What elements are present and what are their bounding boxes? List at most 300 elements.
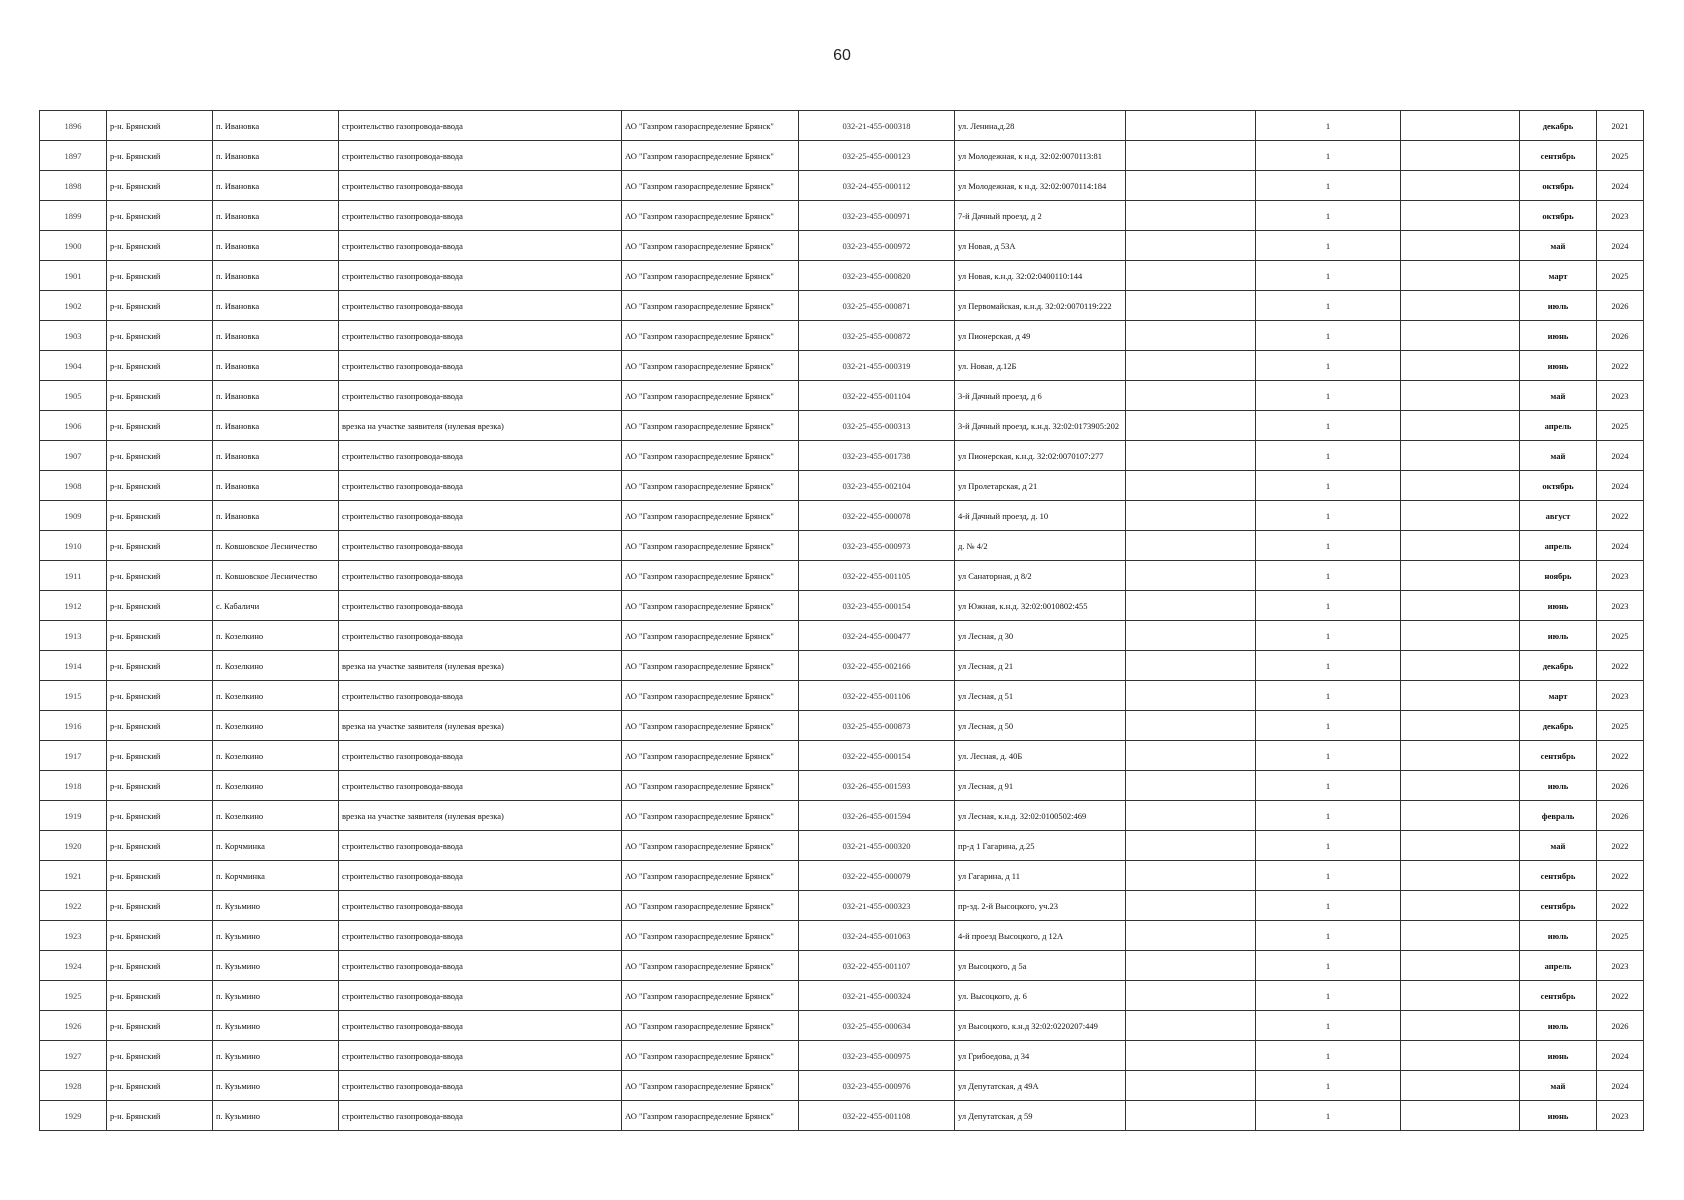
row-number: 1911 bbox=[40, 561, 107, 591]
month-cell: июнь bbox=[1520, 1041, 1597, 1071]
locality-cell: п. Ивановка bbox=[213, 381, 339, 411]
request-code-cell: 032-22-455-000078 bbox=[799, 501, 955, 531]
empty-cell bbox=[1126, 951, 1256, 981]
district-cell: р-н. Брянский bbox=[107, 891, 213, 921]
quantity-cell: 1 bbox=[1256, 291, 1401, 321]
row-number: 1912 bbox=[40, 591, 107, 621]
address-cell: ул. Новая, д.12Б bbox=[955, 351, 1126, 381]
district-cell: р-н. Брянский bbox=[107, 1041, 213, 1071]
district-cell: р-н. Брянский bbox=[107, 381, 213, 411]
row-number: 1902 bbox=[40, 291, 107, 321]
row-number: 1899 bbox=[40, 201, 107, 231]
empty-cell bbox=[1126, 351, 1256, 381]
request-code-cell: 032-23-455-000975 bbox=[799, 1041, 955, 1071]
month-cell: май bbox=[1520, 441, 1597, 471]
empty-cell bbox=[1401, 351, 1520, 381]
empty-cell bbox=[1126, 321, 1256, 351]
month-cell: октябрь bbox=[1520, 171, 1597, 201]
empty-cell bbox=[1126, 201, 1256, 231]
empty-cell bbox=[1401, 621, 1520, 651]
organization-cell: АО "Газпром газораспределение Брянск" bbox=[622, 471, 799, 501]
empty-cell bbox=[1126, 231, 1256, 261]
district-cell: р-н. Брянский bbox=[107, 591, 213, 621]
organization-cell: АО "Газпром газораспределение Брянск" bbox=[622, 651, 799, 681]
locality-cell: п. Ивановка bbox=[213, 471, 339, 501]
table-row bbox=[40, 531, 1644, 561]
request-code-cell: 032-25-455-000873 bbox=[799, 711, 955, 741]
quantity-cell: 1 bbox=[1256, 261, 1401, 291]
request-code-cell: 032-22-455-001107 bbox=[799, 951, 955, 981]
year-cell: 2022 bbox=[1597, 891, 1644, 921]
organization-cell: АО "Газпром газораспределение Брянск" bbox=[622, 831, 799, 861]
quantity-cell: 1 bbox=[1256, 771, 1401, 801]
year-cell: 2026 bbox=[1597, 771, 1644, 801]
organization-cell: АО "Газпром газораспределение Брянск" bbox=[622, 561, 799, 591]
work-type-cell: строительство газопровода-ввода bbox=[339, 381, 622, 411]
locality-cell: п. Ивановка bbox=[213, 261, 339, 291]
work-type-cell: строительство газопровода-ввода bbox=[339, 741, 622, 771]
registry-table bbox=[39, 110, 1644, 1131]
year-cell: 2026 bbox=[1597, 1011, 1644, 1041]
empty-cell bbox=[1126, 591, 1256, 621]
row-number: 1913 bbox=[40, 621, 107, 651]
district-cell: р-н. Брянский bbox=[107, 801, 213, 831]
address-cell: 7-й Дачный проезд, д 2 bbox=[955, 201, 1126, 231]
quantity-cell: 1 bbox=[1256, 381, 1401, 411]
organization-cell: АО "Газпром газораспределение Брянск" bbox=[622, 531, 799, 561]
quantity-cell: 1 bbox=[1256, 1101, 1401, 1131]
year-cell: 2026 bbox=[1597, 801, 1644, 831]
row-number: 1926 bbox=[40, 1011, 107, 1041]
empty-cell bbox=[1401, 111, 1520, 141]
quantity-cell: 1 bbox=[1256, 201, 1401, 231]
month-cell: декабрь bbox=[1520, 111, 1597, 141]
request-code-cell: 032-22-455-000154 bbox=[799, 741, 955, 771]
row-number: 1903 bbox=[40, 321, 107, 351]
address-cell: ул Депутатская, д 49А bbox=[955, 1071, 1126, 1101]
request-code-cell: 032-25-455-000634 bbox=[799, 1011, 955, 1041]
request-code-cell: 032-22-455-001104 bbox=[799, 381, 955, 411]
table-row bbox=[40, 471, 1644, 501]
quantity-cell: 1 bbox=[1256, 861, 1401, 891]
locality-cell: п. Кузьмино bbox=[213, 1071, 339, 1101]
locality-cell: п. Козелкино bbox=[213, 651, 339, 681]
empty-cell bbox=[1126, 501, 1256, 531]
row-number: 1906 bbox=[40, 411, 107, 441]
year-cell: 2022 bbox=[1597, 351, 1644, 381]
row-number: 1897 bbox=[40, 141, 107, 171]
request-code-cell: 032-21-455-000320 bbox=[799, 831, 955, 861]
empty-cell bbox=[1401, 291, 1520, 321]
empty-cell bbox=[1401, 441, 1520, 471]
request-code-cell: 032-23-455-000973 bbox=[799, 531, 955, 561]
row-number: 1908 bbox=[40, 471, 107, 501]
district-cell: р-н. Брянский bbox=[107, 141, 213, 171]
locality-cell: п. Ивановка bbox=[213, 111, 339, 141]
table-row bbox=[40, 111, 1644, 141]
organization-cell: АО "Газпром газораспределение Брянск" bbox=[622, 291, 799, 321]
organization-cell: АО "Газпром газораспределение Брянск" bbox=[622, 1041, 799, 1071]
request-code-cell: 032-24-455-001063 bbox=[799, 921, 955, 951]
empty-cell bbox=[1401, 411, 1520, 441]
month-cell: август bbox=[1520, 501, 1597, 531]
page-number: 60 bbox=[833, 47, 851, 64]
district-cell: р-н. Брянский bbox=[107, 441, 213, 471]
work-type-cell: строительство газопровода-ввода bbox=[339, 771, 622, 801]
empty-cell bbox=[1401, 591, 1520, 621]
address-cell: ул Гагарина, д 11 bbox=[955, 861, 1126, 891]
month-cell: сентябрь bbox=[1520, 891, 1597, 921]
address-cell: ул Лесная, д 51 bbox=[955, 681, 1126, 711]
district-cell: р-н. Брянский bbox=[107, 261, 213, 291]
locality-cell: п. Кузьмино bbox=[213, 1011, 339, 1041]
row-number: 1905 bbox=[40, 381, 107, 411]
quantity-cell: 1 bbox=[1256, 891, 1401, 921]
year-cell: 2026 bbox=[1597, 291, 1644, 321]
work-type-cell: строительство газопровода-ввода bbox=[339, 1101, 622, 1131]
organization-cell: АО "Газпром газораспределение Брянск" bbox=[622, 1011, 799, 1041]
address-cell: ул Молодежная, к н.д. 32:02:0070113:81 bbox=[955, 141, 1126, 171]
empty-cell bbox=[1126, 921, 1256, 951]
work-type-cell: строительство газопровода-ввода bbox=[339, 231, 622, 261]
locality-cell: п. Ивановка bbox=[213, 141, 339, 171]
work-type-cell: строительство газопровода-ввода bbox=[339, 831, 622, 861]
work-type-cell: строительство газопровода-ввода bbox=[339, 471, 622, 501]
empty-cell bbox=[1126, 471, 1256, 501]
work-type-cell: строительство газопровода-ввода bbox=[339, 561, 622, 591]
empty-cell bbox=[1126, 861, 1256, 891]
empty-cell bbox=[1401, 561, 1520, 591]
row-number: 1928 bbox=[40, 1071, 107, 1101]
organization-cell: АО "Газпром газораспределение Брянск" bbox=[622, 261, 799, 291]
empty-cell bbox=[1126, 291, 1256, 321]
request-code-cell: 032-21-455-000318 bbox=[799, 111, 955, 141]
address-cell: ул Пролетарская, д 21 bbox=[955, 471, 1126, 501]
address-cell: ул. Высоцкого, д. 6 bbox=[955, 981, 1126, 1011]
empty-cell bbox=[1126, 831, 1256, 861]
table-row bbox=[40, 861, 1644, 891]
row-number: 1921 bbox=[40, 861, 107, 891]
organization-cell: АО "Газпром газораспределение Брянск" bbox=[622, 501, 799, 531]
empty-cell bbox=[1126, 531, 1256, 561]
request-code-cell: 032-25-455-000872 bbox=[799, 321, 955, 351]
work-type-cell: строительство газопровода-ввода bbox=[339, 201, 622, 231]
locality-cell: п. Козелкино bbox=[213, 711, 339, 741]
work-type-cell: строительство газопровода-ввода bbox=[339, 591, 622, 621]
address-cell: ул. Лесная, д. 40Б bbox=[955, 741, 1126, 771]
locality-cell: с. Кабаличи bbox=[213, 591, 339, 621]
locality-cell: п. Козелкино bbox=[213, 801, 339, 831]
month-cell: декабрь bbox=[1520, 651, 1597, 681]
organization-cell: АО "Газпром газораспределение Брянск" bbox=[622, 381, 799, 411]
address-cell: ул Лесная, к.н.д. 32:02:0100502:469 bbox=[955, 801, 1126, 831]
organization-cell: АО "Газпром газораспределение Брянск" bbox=[622, 351, 799, 381]
locality-cell: п. Козелкино bbox=[213, 681, 339, 711]
request-code-cell: 032-23-455-002104 bbox=[799, 471, 955, 501]
request-code-cell: 032-23-455-000976 bbox=[799, 1071, 955, 1101]
row-number: 1900 bbox=[40, 231, 107, 261]
year-cell: 2023 bbox=[1597, 201, 1644, 231]
table-row bbox=[40, 261, 1644, 291]
month-cell: сентябрь bbox=[1520, 981, 1597, 1011]
organization-cell: АО "Газпром газораспределение Брянск" bbox=[622, 621, 799, 651]
work-type-cell: строительство газопровода-ввода bbox=[339, 291, 622, 321]
locality-cell: п. Ивановка bbox=[213, 201, 339, 231]
work-type-cell: строительство газопровода-ввода bbox=[339, 1011, 622, 1041]
row-number: 1909 bbox=[40, 501, 107, 531]
organization-cell: АО "Газпром газораспределение Брянск" bbox=[622, 771, 799, 801]
organization-cell: АО "Газпром газораспределение Брянск" bbox=[622, 981, 799, 1011]
year-cell: 2022 bbox=[1597, 831, 1644, 861]
organization-cell: АО "Газпром газораспределение Брянск" bbox=[622, 1071, 799, 1101]
organization-cell: АО "Газпром газораспределение Брянск" bbox=[622, 141, 799, 171]
work-type-cell: строительство газопровода-ввода bbox=[339, 981, 622, 1011]
table-row bbox=[40, 561, 1644, 591]
row-number: 1919 bbox=[40, 801, 107, 831]
empty-cell bbox=[1401, 921, 1520, 951]
request-code-cell: 032-26-455-001594 bbox=[799, 801, 955, 831]
empty-cell bbox=[1126, 261, 1256, 291]
work-type-cell: строительство газопровода-ввода bbox=[339, 951, 622, 981]
work-type-cell: строительство газопровода-ввода bbox=[339, 261, 622, 291]
empty-cell bbox=[1401, 1101, 1520, 1131]
request-code-cell: 032-21-455-000319 bbox=[799, 351, 955, 381]
quantity-cell: 1 bbox=[1256, 951, 1401, 981]
district-cell: р-н. Брянский bbox=[107, 471, 213, 501]
address-cell: ул Пионерская, д 49 bbox=[955, 321, 1126, 351]
address-cell: 4-й Дачный проезд, д. 10 bbox=[955, 501, 1126, 531]
district-cell: р-н. Брянский bbox=[107, 1101, 213, 1131]
district-cell: р-н. Брянский bbox=[107, 651, 213, 681]
row-number: 1918 bbox=[40, 771, 107, 801]
empty-cell bbox=[1401, 981, 1520, 1011]
work-type-cell: строительство газопровода-ввода bbox=[339, 621, 622, 651]
address-cell: ул Лесная, д 30 bbox=[955, 621, 1126, 651]
year-cell: 2022 bbox=[1597, 981, 1644, 1011]
district-cell: р-н. Брянский bbox=[107, 831, 213, 861]
empty-cell bbox=[1126, 801, 1256, 831]
month-cell: сентябрь bbox=[1520, 861, 1597, 891]
address-cell: ул Высоцкого, д 5а bbox=[955, 951, 1126, 981]
year-cell: 2023 bbox=[1597, 381, 1644, 411]
locality-cell: п. Корчминка bbox=[213, 831, 339, 861]
quantity-cell: 1 bbox=[1256, 111, 1401, 141]
district-cell: р-н. Брянский bbox=[107, 231, 213, 261]
organization-cell: АО "Газпром газораспределение Брянск" bbox=[622, 201, 799, 231]
organization-cell: АО "Газпром газораспределение Брянск" bbox=[622, 231, 799, 261]
row-number: 1901 bbox=[40, 261, 107, 291]
empty-cell bbox=[1401, 1011, 1520, 1041]
quantity-cell: 1 bbox=[1256, 411, 1401, 441]
quantity-cell: 1 bbox=[1256, 621, 1401, 651]
month-cell: ноябрь bbox=[1520, 561, 1597, 591]
row-number: 1898 bbox=[40, 171, 107, 201]
empty-cell bbox=[1401, 531, 1520, 561]
year-cell: 2022 bbox=[1597, 741, 1644, 771]
request-code-cell: 032-23-455-000971 bbox=[799, 201, 955, 231]
address-cell: ул Высоцкого, к.н.д 32:02:0220207:449 bbox=[955, 1011, 1126, 1041]
empty-cell bbox=[1401, 681, 1520, 711]
table-row bbox=[40, 381, 1644, 411]
month-cell: май bbox=[1520, 831, 1597, 861]
locality-cell: п. Козелкино bbox=[213, 771, 339, 801]
month-cell: декабрь bbox=[1520, 711, 1597, 741]
empty-cell bbox=[1126, 561, 1256, 591]
table-row bbox=[40, 351, 1644, 381]
month-cell: октябрь bbox=[1520, 201, 1597, 231]
district-cell: р-н. Брянский bbox=[107, 861, 213, 891]
organization-cell: АО "Газпром газораспределение Брянск" bbox=[622, 681, 799, 711]
empty-cell bbox=[1126, 111, 1256, 141]
empty-cell bbox=[1126, 1101, 1256, 1131]
year-cell: 2023 bbox=[1597, 1101, 1644, 1131]
address-cell: ул Пионерская, к.н.д. 32:02:0070107:277 bbox=[955, 441, 1126, 471]
year-cell: 2023 bbox=[1597, 591, 1644, 621]
work-type-cell: строительство газопровода-ввода bbox=[339, 1071, 622, 1101]
month-cell: апрель bbox=[1520, 951, 1597, 981]
table-row bbox=[40, 1011, 1644, 1041]
request-code-cell: 032-25-455-000123 bbox=[799, 141, 955, 171]
request-code-cell: 032-22-455-001108 bbox=[799, 1101, 955, 1131]
empty-cell bbox=[1126, 411, 1256, 441]
table-row bbox=[40, 1071, 1644, 1101]
month-cell: июль bbox=[1520, 771, 1597, 801]
quantity-cell: 1 bbox=[1256, 921, 1401, 951]
locality-cell: п. Кузьмино bbox=[213, 1041, 339, 1071]
month-cell: февраль bbox=[1520, 801, 1597, 831]
address-cell: 4-й проезд Высоцкого, д 12А bbox=[955, 921, 1126, 951]
row-number: 1924 bbox=[40, 951, 107, 981]
organization-cell: АО "Газпром газораспределение Брянск" bbox=[622, 111, 799, 141]
work-type-cell: врезка на участке заявителя (нулевая врезка) bbox=[339, 801, 622, 831]
table-row bbox=[40, 441, 1644, 471]
organization-cell: АО "Газпром газораспределение Брянск" bbox=[622, 711, 799, 741]
quantity-cell: 1 bbox=[1256, 711, 1401, 741]
address-cell: ул Первомайская, к.н.д. 32:02:0070119:222 bbox=[955, 291, 1126, 321]
empty-cell bbox=[1401, 711, 1520, 741]
request-code-cell: 032-24-455-000477 bbox=[799, 621, 955, 651]
year-cell: 2026 bbox=[1597, 321, 1644, 351]
year-cell: 2023 bbox=[1597, 951, 1644, 981]
address-cell: пр-зд. 2-й Высоцкого, уч.23 bbox=[955, 891, 1126, 921]
organization-cell: АО "Газпром газораспределение Брянск" bbox=[622, 441, 799, 471]
table-row bbox=[40, 411, 1644, 441]
district-cell: р-н. Брянский bbox=[107, 561, 213, 591]
empty-cell bbox=[1401, 741, 1520, 771]
row-number: 1914 bbox=[40, 651, 107, 681]
request-code-cell: 032-25-455-000313 bbox=[799, 411, 955, 441]
row-number: 1916 bbox=[40, 711, 107, 741]
table-row bbox=[40, 771, 1644, 801]
work-type-cell: строительство газопровода-ввода bbox=[339, 531, 622, 561]
table-row bbox=[40, 291, 1644, 321]
empty-cell bbox=[1401, 951, 1520, 981]
table-row bbox=[40, 981, 1644, 1011]
month-cell: июнь bbox=[1520, 1101, 1597, 1131]
row-number: 1904 bbox=[40, 351, 107, 381]
table-row bbox=[40, 681, 1644, 711]
district-cell: р-н. Брянский bbox=[107, 531, 213, 561]
table-row bbox=[40, 621, 1644, 651]
month-cell: май bbox=[1520, 381, 1597, 411]
table-row bbox=[40, 171, 1644, 201]
request-code-cell: 032-21-455-000323 bbox=[799, 891, 955, 921]
address-cell: д. № 4/2 bbox=[955, 531, 1126, 561]
empty-cell bbox=[1401, 141, 1520, 171]
locality-cell: п. Ивановка bbox=[213, 441, 339, 471]
month-cell: март bbox=[1520, 261, 1597, 291]
month-cell: июль bbox=[1520, 291, 1597, 321]
empty-cell bbox=[1401, 321, 1520, 351]
organization-cell: АО "Газпром газораспределение Брянск" bbox=[622, 591, 799, 621]
district-cell: р-н. Брянский bbox=[107, 321, 213, 351]
locality-cell: п. Ивановка bbox=[213, 351, 339, 381]
district-cell: р-н. Брянский bbox=[107, 681, 213, 711]
month-cell: июнь bbox=[1520, 591, 1597, 621]
locality-cell: п. Ковшовское Лесничество bbox=[213, 531, 339, 561]
table-row bbox=[40, 591, 1644, 621]
quantity-cell: 1 bbox=[1256, 501, 1401, 531]
empty-cell bbox=[1401, 261, 1520, 291]
quantity-cell: 1 bbox=[1256, 531, 1401, 561]
empty-cell bbox=[1401, 471, 1520, 501]
row-number: 1910 bbox=[40, 531, 107, 561]
year-cell: 2024 bbox=[1597, 231, 1644, 261]
table-row bbox=[40, 801, 1644, 831]
work-type-cell: врезка на участке заявителя (нулевая врезка) bbox=[339, 711, 622, 741]
locality-cell: п. Ивановка bbox=[213, 501, 339, 531]
address-cell: ул Молодежная, к н.д. 32:02:0070114:184 bbox=[955, 171, 1126, 201]
year-cell: 2023 bbox=[1597, 561, 1644, 591]
empty-cell bbox=[1126, 1041, 1256, 1071]
locality-cell: п. Кузьмино bbox=[213, 1101, 339, 1131]
work-type-cell: строительство газопровода-ввода bbox=[339, 441, 622, 471]
empty-cell bbox=[1401, 381, 1520, 411]
organization-cell: АО "Газпром газораспределение Брянск" bbox=[622, 891, 799, 921]
table-row bbox=[40, 141, 1644, 171]
table-row bbox=[40, 711, 1644, 741]
district-cell: р-н. Брянский bbox=[107, 351, 213, 381]
empty-cell bbox=[1401, 651, 1520, 681]
organization-cell: АО "Газпром газораспределение Брянск" bbox=[622, 801, 799, 831]
quantity-cell: 1 bbox=[1256, 351, 1401, 381]
locality-cell: п. Кузьмино bbox=[213, 921, 339, 951]
district-cell: р-н. Брянский bbox=[107, 981, 213, 1011]
year-cell: 2025 bbox=[1597, 921, 1644, 951]
work-type-cell: врезка на участке заявителя (нулевая врезка) bbox=[339, 411, 622, 441]
table-row bbox=[40, 891, 1644, 921]
request-code-cell: 032-22-455-000079 bbox=[799, 861, 955, 891]
month-cell: март bbox=[1520, 681, 1597, 711]
quantity-cell: 1 bbox=[1256, 441, 1401, 471]
work-type-cell: строительство газопровода-ввода bbox=[339, 681, 622, 711]
year-cell: 2025 bbox=[1597, 261, 1644, 291]
district-cell: р-н. Брянский bbox=[107, 711, 213, 741]
locality-cell: п. Ивановка bbox=[213, 231, 339, 261]
work-type-cell: строительство газопровода-ввода bbox=[339, 921, 622, 951]
month-cell: июнь bbox=[1520, 351, 1597, 381]
quantity-cell: 1 bbox=[1256, 1071, 1401, 1101]
month-cell: июнь bbox=[1520, 321, 1597, 351]
request-code-cell: 032-23-455-000154 bbox=[799, 591, 955, 621]
table-row bbox=[40, 1041, 1644, 1071]
request-code-cell: 032-23-455-000972 bbox=[799, 231, 955, 261]
empty-cell bbox=[1401, 1041, 1520, 1071]
row-number: 1925 bbox=[40, 981, 107, 1011]
quantity-cell: 1 bbox=[1256, 831, 1401, 861]
empty-cell bbox=[1126, 621, 1256, 651]
organization-cell: АО "Газпром газораспределение Брянск" bbox=[622, 171, 799, 201]
